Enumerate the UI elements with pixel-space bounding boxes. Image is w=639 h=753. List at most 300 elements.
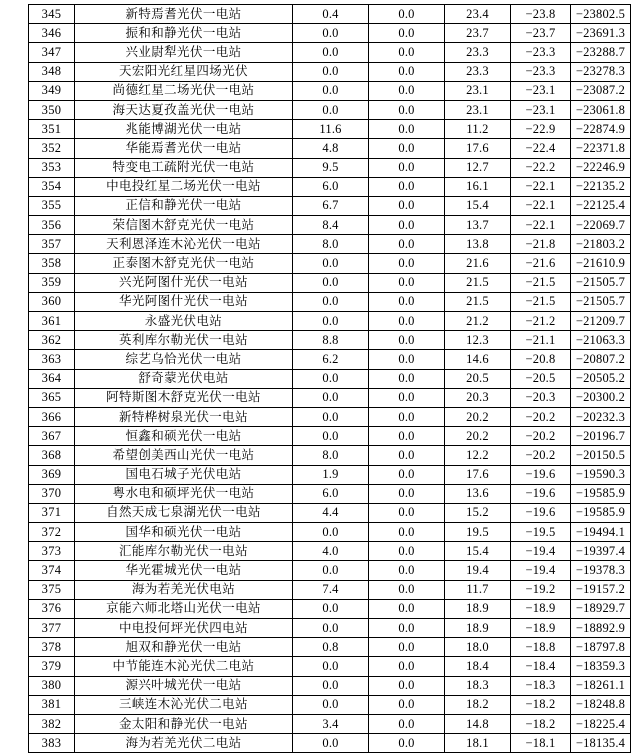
row-index-cell: 364 [29, 369, 75, 388]
value4-cell: −23.8 [511, 5, 571, 24]
value4-cell: −21.5 [511, 273, 571, 292]
row-index-cell: 348 [29, 62, 75, 81]
value5-cell: −22246.9 [571, 158, 631, 177]
value1-cell: 0.0 [293, 62, 369, 81]
table-row [29, 235, 631, 254]
value5-cell: −18359.3 [571, 657, 631, 676]
value1-cell: 0.0 [293, 312, 369, 331]
value5-cell: −18248.8 [571, 695, 631, 714]
value5-cell: −22125.4 [571, 196, 631, 215]
value2-cell: 0.0 [369, 734, 445, 753]
value3-cell: 23.1 [445, 81, 511, 100]
station-name-cell: 希望创美西山光伏一电站 [75, 446, 293, 465]
station-name-cell: 天利恩泽连木沁光伏一电站 [75, 235, 293, 254]
value4-cell: −22.1 [511, 196, 571, 215]
value5-cell: −20300.2 [571, 388, 631, 407]
value2-cell: 0.0 [369, 100, 445, 119]
value3-cell: 15.2 [445, 503, 511, 522]
row-index-cell: 353 [29, 158, 75, 177]
value4-cell: −23.7 [511, 24, 571, 43]
value4-cell: −18.9 [511, 599, 571, 618]
row-index-cell: 354 [29, 177, 75, 196]
value1-cell: 8.0 [293, 235, 369, 254]
value3-cell: 12.2 [445, 446, 511, 465]
value5-cell: −18797.8 [571, 638, 631, 657]
value2-cell: 0.0 [369, 657, 445, 676]
value5-cell: −18929.7 [571, 599, 631, 618]
value3-cell: 18.3 [445, 676, 511, 695]
value4-cell: −18.2 [511, 714, 571, 733]
value5-cell: −23061.8 [571, 100, 631, 119]
value5-cell: −20150.5 [571, 446, 631, 465]
value1-cell: 0.0 [293, 81, 369, 100]
value1-cell: 6.0 [293, 177, 369, 196]
row-index-cell: 382 [29, 714, 75, 733]
value2-cell: 0.0 [369, 254, 445, 273]
table-row [29, 388, 631, 407]
station-name-cell: 兴光阿图什光伏一电站 [75, 273, 293, 292]
table-row [29, 292, 631, 311]
value2-cell: 0.0 [369, 331, 445, 350]
value3-cell: 15.4 [445, 196, 511, 215]
value5-cell: −22874.9 [571, 120, 631, 139]
value2-cell: 0.0 [369, 714, 445, 733]
row-index-cell: 362 [29, 331, 75, 350]
value1-cell: 0.0 [293, 292, 369, 311]
value1-cell: 11.6 [293, 120, 369, 139]
row-index-cell: 371 [29, 503, 75, 522]
value1-cell: 0.0 [293, 695, 369, 714]
value2-cell: 0.0 [369, 350, 445, 369]
value2-cell: 0.0 [369, 695, 445, 714]
value5-cell: −23691.3 [571, 24, 631, 43]
table-row [29, 350, 631, 369]
table-row [29, 177, 631, 196]
table-row [29, 446, 631, 465]
station-name-cell: 振和和静光伏一电站 [75, 24, 293, 43]
value5-cell: −19590.3 [571, 465, 631, 484]
row-index-cell: 368 [29, 446, 75, 465]
value4-cell: −20.3 [511, 388, 571, 407]
station-name-cell: 新特焉耆光伏一电站 [75, 5, 293, 24]
value1-cell: 7.4 [293, 580, 369, 599]
station-name-cell: 英利库尔勒光伏一电站 [75, 331, 293, 350]
value5-cell: −22069.7 [571, 216, 631, 235]
table-row [29, 734, 631, 753]
station-name-cell: 综艺乌恰光伏一电站 [75, 350, 293, 369]
value3-cell: 23.4 [445, 5, 511, 24]
value4-cell: −22.1 [511, 216, 571, 235]
value3-cell: 20.2 [445, 407, 511, 426]
value1-cell: 0.0 [293, 657, 369, 676]
value2-cell: 0.0 [369, 292, 445, 311]
row-index-cell: 361 [29, 312, 75, 331]
value1-cell: 6.2 [293, 350, 369, 369]
row-index-cell: 376 [29, 599, 75, 618]
value2-cell: 0.0 [369, 5, 445, 24]
value2-cell: 0.0 [369, 561, 445, 580]
row-index-cell: 381 [29, 695, 75, 714]
station-name-cell: 海为若羌光伏电站 [75, 580, 293, 599]
value4-cell: −18.9 [511, 619, 571, 638]
value4-cell: −22.4 [511, 139, 571, 158]
station-name-cell: 源兴叶城光伏一电站 [75, 676, 293, 695]
value3-cell: 13.8 [445, 235, 511, 254]
value3-cell: 21.2 [445, 312, 511, 331]
row-index-cell: 379 [29, 657, 75, 676]
value2-cell: 0.0 [369, 407, 445, 426]
station-name-cell: 海为若羌光伏二电站 [75, 734, 293, 753]
station-name-cell: 新特桦树泉光伏一电站 [75, 407, 293, 426]
station-name-cell: 汇能库尔勒光伏一电站 [75, 542, 293, 561]
value3-cell: 12.7 [445, 158, 511, 177]
table-row [29, 331, 631, 350]
row-index-cell: 356 [29, 216, 75, 235]
row-index-cell: 378 [29, 638, 75, 657]
value1-cell: 0.0 [293, 734, 369, 753]
row-index-cell: 369 [29, 465, 75, 484]
station-name-cell: 正泰图木舒克光伏一电站 [75, 254, 293, 273]
station-name-cell: 阿特斯图木舒克光伏一电站 [75, 388, 293, 407]
value3-cell: 20.3 [445, 388, 511, 407]
row-index-cell: 366 [29, 407, 75, 426]
station-name-cell: 中电投红星二场光伏一电站 [75, 177, 293, 196]
value2-cell: 0.0 [369, 158, 445, 177]
value5-cell: −18225.4 [571, 714, 631, 733]
row-index-cell: 372 [29, 523, 75, 542]
row-index-cell: 346 [29, 24, 75, 43]
value2-cell: 0.0 [369, 139, 445, 158]
station-name-cell: 特变电工疏附光伏一电站 [75, 158, 293, 177]
value3-cell: 14.8 [445, 714, 511, 733]
station-name-cell: 中电投何坪光伏四电站 [75, 619, 293, 638]
value2-cell: 0.0 [369, 120, 445, 139]
value3-cell: 23.3 [445, 43, 511, 62]
row-index-cell: 349 [29, 81, 75, 100]
table-row [29, 657, 631, 676]
value1-cell: 0.0 [293, 619, 369, 638]
value1-cell: 8.0 [293, 446, 369, 465]
value1-cell: 0.8 [293, 638, 369, 657]
value1-cell: 0.0 [293, 43, 369, 62]
value3-cell: 18.9 [445, 619, 511, 638]
value1-cell: 3.4 [293, 714, 369, 733]
table-row [29, 714, 631, 733]
value4-cell: −19.2 [511, 580, 571, 599]
value4-cell: −19.6 [511, 503, 571, 522]
value3-cell: 18.0 [445, 638, 511, 657]
value5-cell: −19494.1 [571, 523, 631, 542]
value4-cell: −21.1 [511, 331, 571, 350]
station-name-cell: 荣信图木舒克光伏一电站 [75, 216, 293, 235]
row-index-cell: 360 [29, 292, 75, 311]
value2-cell: 0.0 [369, 503, 445, 522]
value2-cell: 0.0 [369, 273, 445, 292]
table-row [29, 158, 631, 177]
value5-cell: −23802.5 [571, 5, 631, 24]
value5-cell: −19397.4 [571, 542, 631, 561]
value1-cell: 9.5 [293, 158, 369, 177]
row-index-cell: 352 [29, 139, 75, 158]
value2-cell: 0.0 [369, 196, 445, 215]
row-index-cell: 358 [29, 254, 75, 273]
value5-cell: −21209.7 [571, 312, 631, 331]
value1-cell: 4.0 [293, 542, 369, 561]
value5-cell: −20196.7 [571, 427, 631, 446]
value2-cell: 0.0 [369, 542, 445, 561]
value1-cell: 0.0 [293, 100, 369, 119]
value1-cell: 0.0 [293, 388, 369, 407]
value2-cell: 0.0 [369, 235, 445, 254]
table-row [29, 523, 631, 542]
value3-cell: 12.3 [445, 331, 511, 350]
station-name-cell: 自然天成七泉湖光伏一电站 [75, 503, 293, 522]
row-index-cell: 363 [29, 350, 75, 369]
value2-cell: 0.0 [369, 43, 445, 62]
row-index-cell: 377 [29, 619, 75, 638]
value4-cell: −22.1 [511, 177, 571, 196]
value5-cell: −23087.2 [571, 81, 631, 100]
value1-cell: 0.0 [293, 561, 369, 580]
value3-cell: 20.5 [445, 369, 511, 388]
station-name-cell: 兴业尉犁光伏一电站 [75, 43, 293, 62]
table-row [29, 62, 631, 81]
value4-cell: −19.6 [511, 484, 571, 503]
table-row [29, 484, 631, 503]
value1-cell: 0.0 [293, 407, 369, 426]
value5-cell: −23278.3 [571, 62, 631, 81]
value4-cell: −18.3 [511, 676, 571, 695]
value4-cell: −21.6 [511, 254, 571, 273]
value2-cell: 0.0 [369, 177, 445, 196]
value4-cell: −18.2 [511, 695, 571, 714]
value4-cell: −20.2 [511, 446, 571, 465]
value4-cell: −20.2 [511, 427, 571, 446]
value4-cell: −20.2 [511, 407, 571, 426]
value5-cell: −20505.2 [571, 369, 631, 388]
row-index-cell: 374 [29, 561, 75, 580]
value1-cell: 4.8 [293, 139, 369, 158]
row-index-cell: 375 [29, 580, 75, 599]
value3-cell: 15.4 [445, 542, 511, 561]
value5-cell: −19157.2 [571, 580, 631, 599]
value2-cell: 0.0 [369, 484, 445, 503]
station-name-cell: 华能焉耆光伏一电站 [75, 139, 293, 158]
value1-cell: 0.0 [293, 24, 369, 43]
value5-cell: −19585.9 [571, 503, 631, 522]
value3-cell: 18.9 [445, 599, 511, 618]
value1-cell: 0.0 [293, 369, 369, 388]
value3-cell: 13.6 [445, 484, 511, 503]
value2-cell: 0.0 [369, 599, 445, 618]
value1-cell: 8.8 [293, 331, 369, 350]
value2-cell: 0.0 [369, 312, 445, 331]
value5-cell: −21610.9 [571, 254, 631, 273]
value5-cell: −18261.1 [571, 676, 631, 695]
value4-cell: −22.2 [511, 158, 571, 177]
value1-cell: 0.4 [293, 5, 369, 24]
value2-cell: 0.0 [369, 62, 445, 81]
value4-cell: −20.5 [511, 369, 571, 388]
value1-cell: 1.9 [293, 465, 369, 484]
value5-cell: −19585.9 [571, 484, 631, 503]
value2-cell: 0.0 [369, 580, 445, 599]
value4-cell: −23.1 [511, 100, 571, 119]
station-name-cell: 舒奇蒙光伏电站 [75, 369, 293, 388]
value2-cell: 0.0 [369, 638, 445, 657]
value5-cell: −21505.7 [571, 292, 631, 311]
value1-cell: 0.0 [293, 427, 369, 446]
table-row [29, 312, 631, 331]
value1-cell: 6.7 [293, 196, 369, 215]
table-body [29, 5, 631, 753]
value3-cell: 17.6 [445, 465, 511, 484]
value5-cell: −20232.3 [571, 407, 631, 426]
value2-cell: 0.0 [369, 216, 445, 235]
station-name-cell: 中节能连木沁光伏二电站 [75, 657, 293, 676]
value3-cell: 19.4 [445, 561, 511, 580]
value1-cell: 8.4 [293, 216, 369, 235]
row-index-cell: 350 [29, 100, 75, 119]
value3-cell: 23.3 [445, 62, 511, 81]
row-index-cell: 380 [29, 676, 75, 695]
row-index-cell: 355 [29, 196, 75, 215]
value3-cell: 21.6 [445, 254, 511, 273]
station-name-cell: 尚德红星二场光伏一电站 [75, 81, 293, 100]
station-name-cell: 永盛光伏电站 [75, 312, 293, 331]
value5-cell: −18135.4 [571, 734, 631, 753]
value5-cell: −20807.2 [571, 350, 631, 369]
value4-cell: −21.8 [511, 235, 571, 254]
value2-cell: 0.0 [369, 446, 445, 465]
table-row [29, 465, 631, 484]
station-name-cell: 国华和硕光伏一电站 [75, 523, 293, 542]
table-row [29, 369, 631, 388]
value4-cell: −21.2 [511, 312, 571, 331]
value3-cell: 18.1 [445, 734, 511, 753]
station-name-cell: 正信和静光伏一电站 [75, 196, 293, 215]
station-name-cell: 华光霍城光伏一电站 [75, 561, 293, 580]
station-name-cell: 国电石城子光伏电站 [75, 465, 293, 484]
value2-cell: 0.0 [369, 465, 445, 484]
row-index-cell: 351 [29, 120, 75, 139]
station-name-cell: 三峡连木沁光伏二电站 [75, 695, 293, 714]
row-index-cell: 367 [29, 427, 75, 446]
table-row [29, 695, 631, 714]
value2-cell: 0.0 [369, 523, 445, 542]
value5-cell: −21505.7 [571, 273, 631, 292]
row-index-cell: 357 [29, 235, 75, 254]
station-name-cell: 粤水电和硕坪光伏一电站 [75, 484, 293, 503]
value5-cell: −18892.9 [571, 619, 631, 638]
value4-cell: −23.3 [511, 43, 571, 62]
value4-cell: −19.6 [511, 465, 571, 484]
station-name-cell: 京能六师北塔山光伏一电站 [75, 599, 293, 618]
value3-cell: 17.6 [445, 139, 511, 158]
value1-cell: 0.0 [293, 599, 369, 618]
value1-cell: 0.0 [293, 676, 369, 695]
row-index-cell: 370 [29, 484, 75, 503]
value3-cell: 11.2 [445, 120, 511, 139]
value1-cell: 0.0 [293, 273, 369, 292]
table-row [29, 81, 631, 100]
row-index-cell: 359 [29, 273, 75, 292]
value5-cell: −21803.2 [571, 235, 631, 254]
station-name-cell: 兆能博湖光伏一电站 [75, 120, 293, 139]
row-index-cell: 345 [29, 5, 75, 24]
row-index-cell: 373 [29, 542, 75, 561]
value1-cell: 6.0 [293, 484, 369, 503]
value4-cell: −21.5 [511, 292, 571, 311]
table-row [29, 43, 631, 62]
station-name-cell: 恒鑫和硕光伏一电站 [75, 427, 293, 446]
value3-cell: 18.2 [445, 695, 511, 714]
row-index-cell: 347 [29, 43, 75, 62]
table-row [29, 216, 631, 235]
value4-cell: −23.1 [511, 81, 571, 100]
value4-cell: −22.9 [511, 120, 571, 139]
value4-cell: −19.5 [511, 523, 571, 542]
table-row [29, 5, 631, 24]
value1-cell: 0.0 [293, 254, 369, 273]
value5-cell: −19378.3 [571, 561, 631, 580]
table-row [29, 542, 631, 561]
station-name-cell: 华光阿图什光伏一电站 [75, 292, 293, 311]
row-index-cell: 365 [29, 388, 75, 407]
value4-cell: −18.1 [511, 734, 571, 753]
value5-cell: −22135.2 [571, 177, 631, 196]
data-table [28, 4, 631, 753]
station-name-cell: 海天达夏孜盖光伏一电站 [75, 100, 293, 119]
value3-cell: 16.1 [445, 177, 511, 196]
table-row [29, 273, 631, 292]
value4-cell: −18.4 [511, 657, 571, 676]
value4-cell: −19.4 [511, 542, 571, 561]
value4-cell: −19.4 [511, 561, 571, 580]
value2-cell: 0.0 [369, 81, 445, 100]
table-row [29, 407, 631, 426]
value2-cell: 0.0 [369, 619, 445, 638]
table-row [29, 100, 631, 119]
table-row [29, 139, 631, 158]
value2-cell: 0.0 [369, 24, 445, 43]
value4-cell: −23.3 [511, 62, 571, 81]
table-row [29, 503, 631, 522]
value3-cell: 21.5 [445, 273, 511, 292]
value2-cell: 0.0 [369, 369, 445, 388]
value2-cell: 0.0 [369, 388, 445, 407]
row-index-cell: 383 [29, 734, 75, 753]
value4-cell: −18.8 [511, 638, 571, 657]
table-row [29, 427, 631, 446]
station-name-cell: 金太阳和静光伏一电站 [75, 714, 293, 733]
value3-cell: 18.4 [445, 657, 511, 676]
value5-cell: −23288.7 [571, 43, 631, 62]
value3-cell: 13.7 [445, 216, 511, 235]
table-row [29, 638, 631, 657]
table-row [29, 580, 631, 599]
value3-cell: 14.6 [445, 350, 511, 369]
value3-cell: 19.5 [445, 523, 511, 542]
value3-cell: 21.5 [445, 292, 511, 311]
table-row [29, 196, 631, 215]
table-row [29, 120, 631, 139]
value3-cell: 11.7 [445, 580, 511, 599]
table-row [29, 599, 631, 618]
table-row [29, 676, 631, 695]
value3-cell: 23.7 [445, 24, 511, 43]
value2-cell: 0.0 [369, 427, 445, 446]
